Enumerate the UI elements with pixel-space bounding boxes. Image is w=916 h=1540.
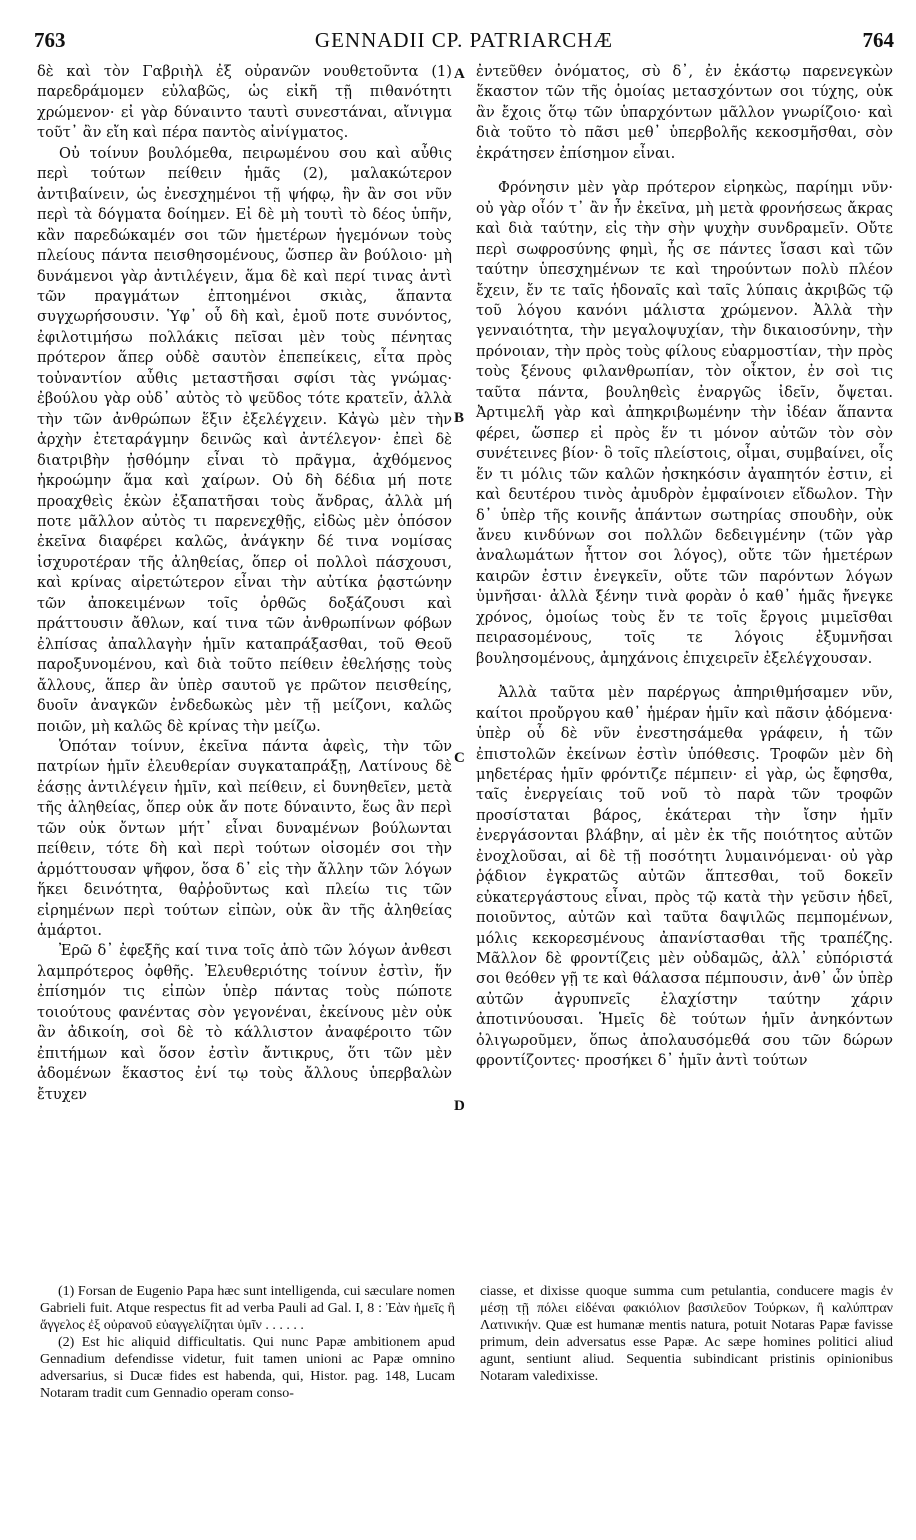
margin-marker-d: D — [454, 1098, 465, 1114]
paragraph: Οὐ τοίνυν βουλόμεθα, πειρωμένου σου καὶ αὖθις περὶ τούτων πείθειν ἡμᾶς (2), μαλακώτερον ἀντιβαίνειν, ὡς ἐνεσχημένοι τῇ ψήφῳ, ἣν ἂν σοι νῦν περὶ τὰ δόγματα δοίημεν. Εἰ δὲ μὴ τουτὶ τὸ δέος ὑπῆν, κἂν παρεδώκαμέν σοι τῶν ἡμετέρων ἡγεμόνων τοὺς πλείους πάντα πεισθησομένους, ὥσπερ ἂν βούλοιο· μὴ δυνάμενοι γὰρ ἀντιλέγειν, ἅμα δὲ καὶ περί τινας ἀντὶ τῶν πραγμάτων ἐπτοημένοι σκιὰς, ἅπαντα συγχωρήσουσιν. Ὑφ᾽ οὗ δὴ καὶ, ἐμοῦ ποτε συνόντος, ἐφιλοτιμήσω πολλάκις πεῖσαι μὲν τοὺς πένητας πρότερον ἅπερ οὐδὲ σαυτὸν ἐπεπείκεις, εἶτα πρὸς τοὐναντίον αὖθις μεταστῆσαι σφίσι τὰς γνώμας· ἐβούλου γὰρ οὐδ᾽ αὐτὸς τὸ ψεῦδος τότε κρατεῖν, ἀλλὰ τὴν τῶν ἀνθρώπων ἕξιν ἐξελέγχειν. Κἀγὼ μὲν τὴν ἀρχὴν ἐτεταράγμην δεινῶς καὶ ἀντέλεγον· ἐπεὶ δὲ διατριβὴν ᾐσθόμην εἶναι τὸ πρᾶγμα, ἀχθόμενος ἠκροώμην ἅμα καὶ χαίρων. Οὐ δὴ δέδια μή ποτε προαχθεὶς ἑκὼν ἐξαπατῆσαι τοὺς ἄνδρας, ἀλλὰ μή ποτε μᾶλλον αὐτὸς τι παρενεχθῇς, εἰδὼς μὲν ὁπόσον ἐκεῖνα διαφέρει καλῶς, ἀνάγκην δέ τινα νομίσας ἰσχυροτέραν τῆς ἀληθείας, ὅπερ οἱ πολλοὶ πάσχουσι, καὶ κρίνας αἱρετώτερον εἶναι τὴν αὐτίκα ῥᾳστώνην τῶν ἀποκειμένων τοῖς ὀρθῶς δοξάζουσι καὶ πράττουσιν ἄθλων, καί τινα τῶν ἀνθρωπίνων φόβων ἐλπίσας ἀπαλλαγὴν ἡμῖν καταπράξασθαι, τοῦ Θεοῦ παροξυνομένου, καὶ διὰ τοῦτο πείθειν ἐθελήσῃς τοὺς ἄλλους, ἅπερ ἂν ὑπὲρ σαυτοῦ γε πρῶτον πεισθείης, δυοῖν ἀναγκῶν ἐνδεδωκὼς μὲν τῇ μείζονι, καλῶς ποιῶν, μὴ καλῶς δὲ κρίνας τὴν μείζω. — [37, 144, 452, 735]
footnote-2-continued: ciasse, et dixisse quoque summa cum petulantia, conducere magis ἐν μέσῃ τῇ πόλει εἰδέναι φακιόλιον βασιλεῦον Τούρκων, ἢ καλύπτραν Λατινικήν. Quæ est humanæ mentis natura, potuit Notaras Papæ favisse primum, dein adversatus esse Papæ. Ac sæpe homines politici aliud agunt, sentiunt aliud. Sequentia subindicant pristinis opinionibus Notaram valedixisse. — [480, 1284, 893, 1384]
paragraph: Ἐρῶ δ᾽ ἐφεξῆς καί τινα τοῖς ἀπὸ τῶν λόγων ἀνθεσι λαμπρότερος ὀφθῆς. Ἐλευθεριότης τοίνυν ἐστὶν, ἥν ἐπίσημόν τις εἰπὼν ὑπὲρ πάντας τοὺς πώποτε τοιούτους φανέντας σὸν γεγονέναι, ἐκείνους μὲν οὐκ ἂν ἀδικοίη, σοὶ δὲ τὸ κάλλιστον ἀναφέροιτο τῶν ἐπιτήμων καὶ ὅσον ἐστὶν ἄντικρυς, ὅτι τῶν μὲν ἀδομένων ἕκαστος ἐνί τῳ τοὺς ἄλλους ὑπερβαλὼν ἔτυχεν — [37, 942, 452, 1103]
left-column — [37, 62, 452, 1232]
margin-marker-a: A — [454, 66, 465, 82]
paragraph: Ἀλλὰ ταῦτα μὲν παρέργως ἀπηριθμήσαμεν νῦν, καίτοι προὔργου καθ᾽ ἡμέραν ἡμῖν καὶ πᾶσιν ᾀδόμενα· ὑπὲρ οὗ δὲ νῦν ἐνεστησάμεθα γράφειν, ἡ τῶν ἐπιστολῶν ἐκείνων ἐστὶν ὑπόθεσις. Τροφῶν μὲν δὴ μηδετέρας ἡμῖν φρόντιζε πέμπειν· εἰ γὰρ, ὡς ἔφησθα, ταῖς ἐνεργείαις τοῦ νοῦ τὸ παρὰ τῶν τροφῶν προσίσταται βάρος, ἑκάτεραι τὴν ἴσην ἡμῖν ἐνεργάσονται βλάβην, αἱ μὲν ἐκ τῆς ποιότητος αὐτῶν ἐνοχλοῦσαι, αἱ δὲ τῇ ποσότητι λυμαινόμεναι· οὐ γὰρ ῥᾴδιον ἐγκρατῶς αὐτῶν ἅπτεσθαι, τοῦ δοκεῖν εὐκατεργάστους εἶναι, πρὸς τῷ κατὰ τὴν γεῦσιν ἡδεῖ, ποιοῦντος, αὐτῶν καὶ ταῦτα δαψιλῶς πεμπομένων, μόλις κεκορεσμένους ἀπανίστασθαι τῆς τραπέζης. Μᾶλλον δὲ φροντίζεις μὲν οὐδαμῶς, ἀλλ᾽ εὐπόριστά σοι θεόθεν γῇ τε καὶ θάλασσα πέμπουσιν, ἀνθ᾽ ὧν ὑπὲρ αὐτῶν ἀγρυπνεῖς ἐλαχίστην ταύτην χάριν ἀποτινύουσαι. Ἡμεῖς δὲ τούτων ἡμῖν ἀνηκόντων ὀλιγωροῦμεν, ὅπως ἀπολαυσόμεθά σου τῶν δώρων φροντίζοντες· προσήκει δ᾽ ἡμῖν ἀντὶ τούτων — [476, 684, 893, 1070]
paragraph: Φρόνησιν μὲν γὰρ πρότερον εἰρηκὼς, παρίημι νῦν· οὐ γὰρ οἷόν τ᾽ ἂν ἦν ἐκεῖνα, μὴ μετὰ φρονήσεως ἄκρας καὶ διὰ ταύτην, εἰς τὴν σὴν ψυχὴν συνδραμεῖν. Οὔτε περὶ σωφροσύνης φημὶ, ἧς σε πάντες ἴσασι καὶ τῶν ταύτην ὑπεσχημένων τε καὶ τηρούντων πολὺ πλέον ἔχειν, ἔν τε ταῖς ἡδοναῖς καὶ ταῖς λύπαις ἀκριβῶς τῷ τοῦ λόγου κανόνι μάλιστα χρώμενον. Ἀλλὰ τὴν γενναιότητα, τὴν μεγαλοψυχίαν, τὴν δικαιοσύνην, τὴν πρόνοιαν, τὴν πρὸς τοὺς φίλους εὐαρμοστίαν, τὴν πρὸς τοὺς ξένους φιλανθρωπίαν, τὸν οἶκτον, ἐν σοὶ τις ταῦτα πάντα, βουληθεὶς ἐναργῶς ἰδεῖν, ὄψεται. Ἀρτιμελῆ γὰρ καὶ ἀπηκριβωμένην τὴν ἰδέαν ἅπαντα φέρει, ὥσπερ εἰ πρὸς ἕν τι μόνον αὐτῶν τὸν σὸν συνέτεινες βίον· ὃ τοῖς πλείστοις, οἶμαι, συμβαίνει, οἷς ἕν τι μόλις τῶν καλῶν ἠσκηκόσιν ἀγαπητόν ἐστιν, εἰ καὶ δευτέρου τινὸς ἀμυδρὸν ἐμφαίνοιεν εἴδωλον. Τὴν δ᾽ ὑπὲρ τῆς κοινῆς ἁπάντων σωτηρίας σπουδὴν, οὐκ ἄνευ κινδύνων σοι πολλῶν δεδειγμένην (τῶν γὰρ ἀναλωμάτων ἧττον σοι λόγος), οὔτε τῶν ἡμετέρων καιρῶν ἐστιν ἐνεγκεῖν, οὔτε τῶν παρόντων λόγων ὑμνῆσαι· ἀλλὰ ξένην τινὰ φορὰν ὁ καθ᾽ ἡμᾶς ἤνεγκε χρόνος, ὁμοίως τοὺς ἔν τε τοῖς ἔργοις μιμεῖσθαι πειρασομένους, τοῖς τε λόγοις ἐξυμνῆσαι βουλησομένους, ἀμηχάνοις ἐπιχειρεῖν ἐξελέγχουσαν. — [476, 179, 893, 667]
margin-marker-b: B — [454, 410, 465, 426]
running-header — [34, 28, 894, 54]
right-column — [476, 62, 893, 1247]
paragraph: ἐντεῦθεν ὀνόματος, σὺ δ᾽, ἐν ἑκάστῳ παρενεγκὼν ἕκαστον τῶν τῆς ὁμοίας μετασχόντων σοι τύχης, οὐκ ἂν ἔχοις ὅτῳ τῶν ὑπαρχόντων μᾶλλον γνωρίζοιο· καὶ διὰ τοῦτο τὸ πᾶσι μεθ᾽ ὑπερβολῆς κεκοσμῆσθαι, σὸν ἐκράτησεν ἐπίσημον εἶναι. — [476, 63, 893, 162]
footnote-2: (2) Est hic aliquid difficultatis. Qui nunc Papæ ambitionem apud Gennadium defendisse videtur, fuit tamen unioni ac Papæ omnino adversarius, si Ducæ fides est habenda, qui, Histor. pag. 148, Lucam Notaram tradit cum Gennadio operam conso- — [40, 1335, 455, 1401]
footnotes-left — [40, 1283, 455, 1402]
paragraph: Ὁπόταν τοίνυν, ἐκεῖνα πάντα ἀφεὶς, τὴν τῶν πατρίων ἡμῖν ἐλευθερίαν συγκαταπράξῃ, Λατίνους δὲ ἐάσῃς ἀντιλέγειν ἡμῖν, καὶ πείθειν, εἰ δυνηθεῖεν, μετὰ τῆς ἀληθείας, ὅπερ οὐκ ἄν ποτε δύναιντο, ἕως ἂν περὶ τῶν οὐκ ὄντων μήτ᾽ εἶναι δυναμένων βούλωνται πείθειν, τότε δὴ καὶ περὶ τούτων οἰσομέν σοι τὴν ἁρμόττουσαν ψῆφον, ὅσα δ᾽ εἰς τὴν ἄλλην τῶν λόγων ἥκει δεινότητα, θαῤῥοῦντως καὶ πλείω τις τῶν εἰρημένων περὶ τούτων εἰπὼν, οὐκ ἂν τῆς ἀληθείας ἁμάρτοι. — [37, 737, 452, 940]
footnote-1: (1) Forsan de Eugenio Papa hæc sunt intelligenda, cui sæculare nomen Gabrieli fuit. Atque respectus fit ad verba Pauli ad Gal. I, 8 : Ἐὰν ἡμεῖς ἢ ἄγγελος ἐξ οὐρανοῦ εὐαγγελίζηται ὑμῖν . . . . . . — [40, 1284, 455, 1333]
margin-marker-c: C — [454, 750, 465, 766]
page-number-right: 764 — [862, 28, 894, 52]
running-title: GENNADII CP. PATRIARCHÆ — [314, 28, 614, 52]
paragraph: δὲ καὶ τὸν Γαβριὴλ ἐξ οὐρανῶν νουθετοῦντα (1) παρεδράμομεν εὐλαβῶς, ὡς εἰκῆ τῇ πιθανότητι χρώμενον· εἰ γὰρ δύναιντο ταυτὶ συνεστάναι, αἴνιγμα τοῦτ᾽ ἂν εἴη καὶ πέρα παντὸς αἰνίγματος. — [37, 63, 452, 142]
footnotes-right — [480, 1283, 893, 1385]
page-number-left: 763 — [34, 28, 66, 52]
